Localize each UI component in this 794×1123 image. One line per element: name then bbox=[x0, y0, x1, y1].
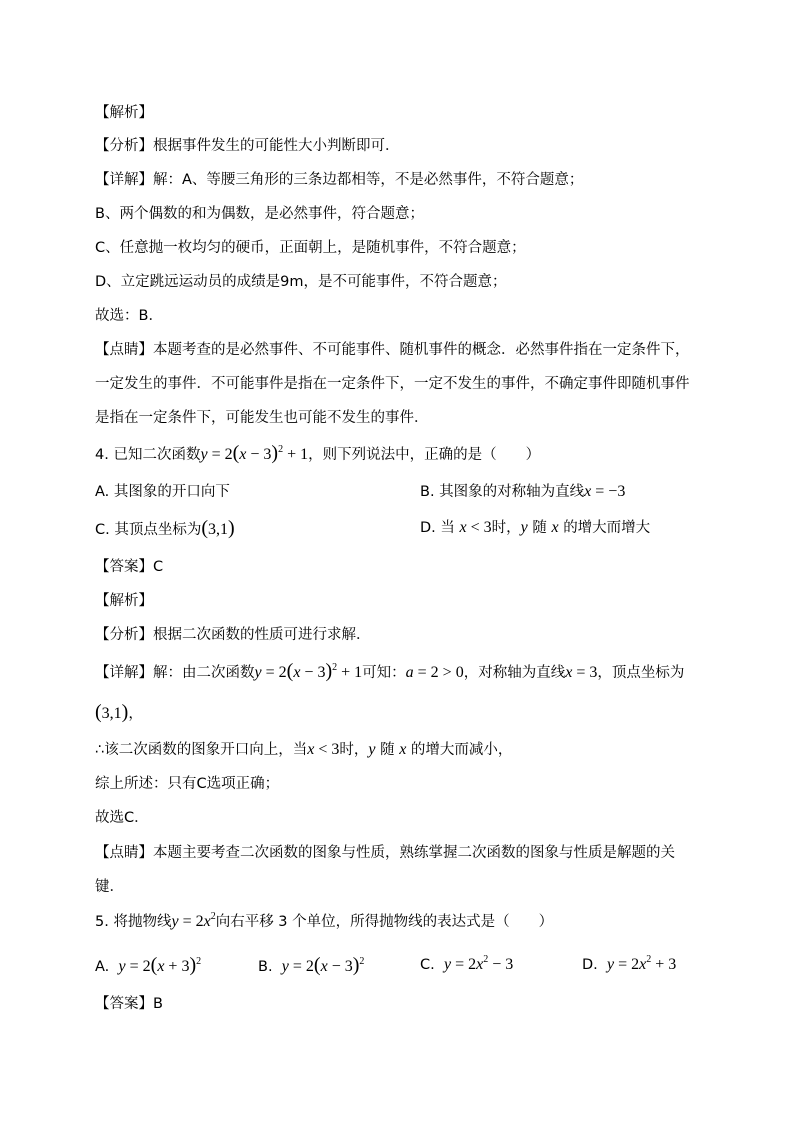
formula: (3,1) bbox=[201, 517, 235, 539]
formula: $y = 2(x - 3)^2 + 1$ bbox=[200, 442, 309, 464]
comment-line: 一定发生的事件．不可能事件是指在一定条件下，一定不发生的事件，不确定事件即随机事件 bbox=[95, 376, 690, 392]
choice-line: 故选C． bbox=[95, 810, 149, 826]
comment-line: 键． bbox=[95, 879, 124, 895]
choice-line: 故选：B． bbox=[95, 308, 163, 324]
formula: $y = 2(x - 3)^2 + 1$ bbox=[254, 660, 363, 682]
comment-line: 【点睛】本题主要考查二次函数的图象与性质，熟练掌握二次函数的图象与性质是解题的关 bbox=[95, 845, 675, 861]
formula: $y = 2x^2 + 3$ bbox=[607, 954, 677, 973]
option-a: A. 其图象的开口向下 bbox=[95, 484, 230, 500]
section-analysis-heading: 【解析】 bbox=[95, 105, 153, 121]
question-4: 4. 已知二次函数$y = 2(x - 3)^2 + 1$，则下列说法中，正确的是（ ） bbox=[95, 442, 541, 464]
analysis-line: 【分析】根据事件发生的可能性大小判断即可． bbox=[95, 138, 400, 154]
comment-line: 【点睛】本题考查的是必然事件、不可能事件、随机事件的概念．必然事件指在一定条件下， bbox=[95, 342, 690, 358]
formula: x < 3 bbox=[459, 519, 492, 536]
option-d: D. $y = 2x^2 + 3$ bbox=[582, 954, 677, 973]
analysis-line: 【分析】根据二次函数的性质可进行求解． bbox=[95, 627, 371, 643]
detail-line: 【详解】解：A、等腰三角形的三条边都相等，不是必然事件，不符合题意； bbox=[95, 172, 584, 188]
formula: x = 3 bbox=[565, 664, 598, 681]
detail-line: ∴该二次函数的图象开口向上，当x < 3时，y 随 x 的增大而减小， bbox=[95, 741, 513, 758]
detail-line: 【详解】解：由二次函数$y = 2(x - 3)^2 + 1$可知：a = 2 > 0，对称轴为直线x = 3，顶点坐标为 bbox=[95, 660, 685, 682]
formula: x = −3 bbox=[584, 483, 626, 500]
option-a: A. $y = 2(x + 3)^2$ bbox=[95, 954, 202, 976]
detail-line: D、立定跳远运动员的成绩是9m，是不可能事件，不符合题意； bbox=[95, 274, 507, 290]
formula: $y = 2x^2$ bbox=[171, 911, 216, 930]
comment-line: 是指在一定条件下，可能发生也可能不发生的事件． bbox=[95, 410, 429, 426]
formula: a = 2 > 0 bbox=[405, 664, 464, 681]
answer-line: 【答案】C bbox=[95, 559, 164, 575]
detail-line: B、两个偶数的和为偶数，是必然事件，符合题意； bbox=[95, 206, 424, 222]
detail-line: (3,1)， bbox=[95, 701, 143, 723]
section-analysis-heading: 【解析】 bbox=[95, 593, 153, 609]
answer-line: 【答案】B bbox=[95, 996, 163, 1012]
formula: x < 3 bbox=[307, 741, 340, 758]
question-5: 5. 将抛物线$y = 2x^2$向右平移 3 个单位，所得抛物线的表达式是（ ） bbox=[95, 911, 554, 930]
option-b: B. $y = 2(x - 3)^2$ bbox=[258, 954, 365, 976]
summary-line: 综上所述：只有C选项正确； bbox=[95, 776, 280, 792]
formula: $y = 2(x + 3)^2$ bbox=[118, 954, 202, 976]
option-c: C. $y = 2x^2 - 3$ bbox=[420, 954, 514, 973]
option-c: C. 其顶点坐标为(3,1) bbox=[95, 517, 235, 539]
formula: $y = 2x^2 - 3$ bbox=[443, 954, 514, 973]
formula: $y = 2(x - 3)^2$ bbox=[281, 954, 365, 976]
option-d: D. 当 x < 3时，y 随 x 的增大而增大 bbox=[420, 519, 651, 536]
formula: (3,1) bbox=[95, 701, 129, 723]
detail-line: C、任意抛一枚均匀的硬币，正面朝上，是随机事件，不符合题意； bbox=[95, 240, 526, 256]
option-b: B. 其图象的对称轴为直线x = −3 bbox=[420, 483, 626, 500]
